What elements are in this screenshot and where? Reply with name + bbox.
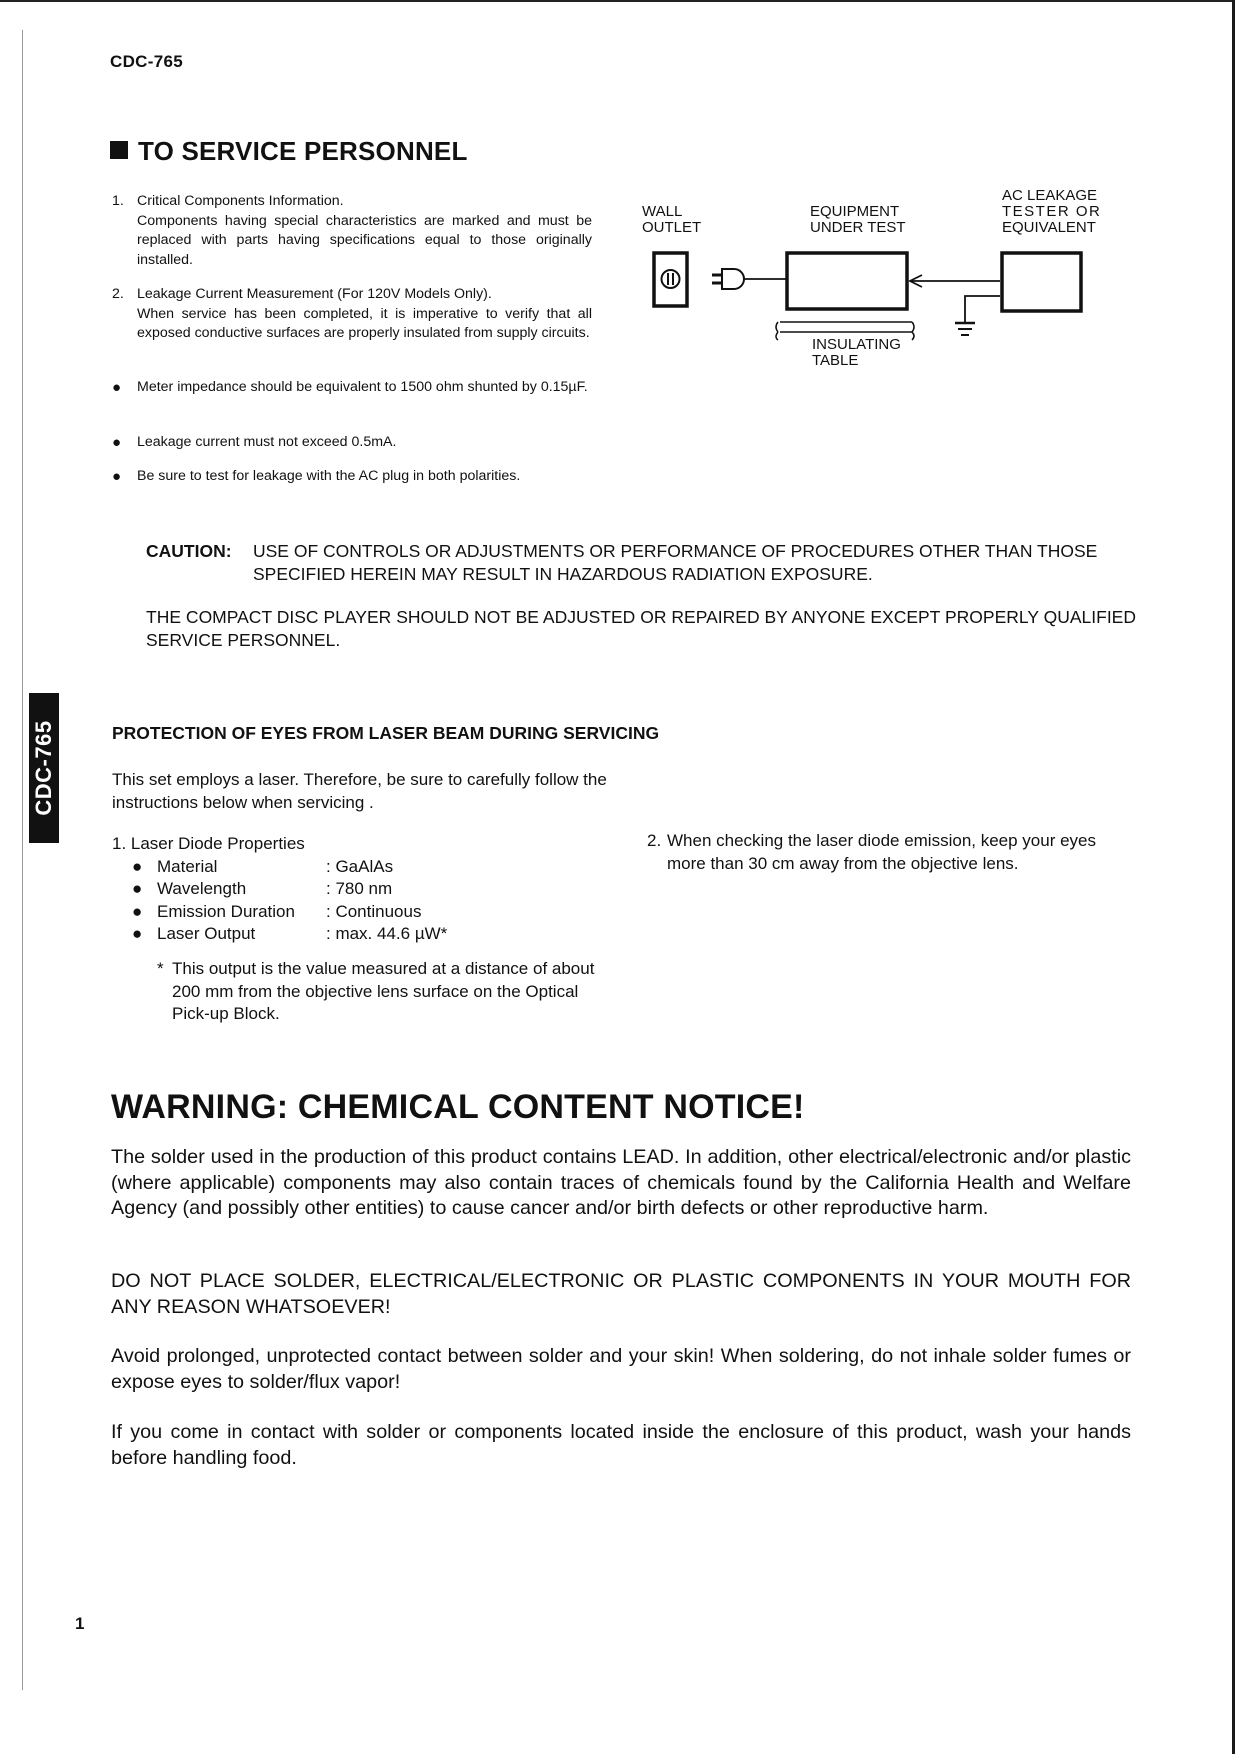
service-section-title [110, 136, 468, 167]
plug-icon [712, 269, 786, 289]
model-header: CDC-765 [110, 52, 183, 71]
warning-paragraph: If you come in contact with solder or components located inside the enclosure of this product, wash your hands before handling food. [111, 1421, 1131, 1469]
item-text: Components having special characteristics are marked and must be replaced with parts having specifications equal to those originally installed. [137, 212, 592, 268]
bullet-icon: ● [112, 379, 122, 396]
laser-intro: This set employs a laser. Therefore, be sure to carefully follow the instructions below when servicing . [112, 770, 607, 812]
leakage-test-diagram [630, 190, 1130, 380]
bullet-icon: ● [112, 434, 122, 451]
footnote-mark: * [157, 959, 164, 978]
wall-outlet-icon [654, 253, 687, 306]
property-value: : max. 44.6 µW* [326, 924, 448, 943]
svg-text:AC LEAKAGE: AC LEAKAGE [1002, 190, 1098, 204]
equipment-label [810, 203, 906, 236]
laser-section-title: PROTECTION OF EYES FROM LASER BEAM DURING SERVICING [112, 723, 660, 743]
property-value: : GaAlAs [326, 856, 394, 876]
property-row [112, 901, 422, 924]
item-number: 1. [112, 193, 124, 209]
warning-paragraph: DO NOT PLACE SOLDER, ELECTRICAL/ELECTRONIC OR PLASTIC COMPONENTS IN YOUR MOUTH FOR ANY REASON WHATSOEVER! [111, 1270, 1131, 1318]
property-key: Laser Output [157, 924, 256, 943]
item-heading: Leakage Current Measurement (For 120V Models Only). [137, 286, 492, 302]
service-item-1 [112, 192, 592, 270]
square-bullet-icon [110, 141, 128, 159]
item-text: When checking the laser diode emission, keep your eyes more than 30 cm away from the objective lens. [667, 831, 1097, 873]
bullet-icon: ● [132, 879, 143, 898]
warning-paragraph: The solder used in the production of this product contains LEAD. In addition, other electrical/electronic and/or plastic (where applicable) components may also contain traces of chemicals found by the California Health and Welfare Agency (and possibly other entities) to cause cancer and/or birth defects or other reproductive harm. [111, 1146, 1131, 1219]
bullet-icon: ● [132, 856, 143, 876]
side-tab-label: CDC-765 [31, 720, 56, 816]
page-border-right [1232, 0, 1235, 1754]
probe-arrow-icon [910, 275, 1000, 287]
page-border-top [0, 0, 1233, 2]
compact-disc-notice: THE COMPACT DISC PLAYER SHOULD NOT BE ADJUSTED OR REPAIRED BY ANYONE EXCEPT PROPERLY QUALIFIED SERVICE PERSONNEL. [146, 607, 1136, 650]
properties-heading: 1. Laser Diode Properties [112, 834, 305, 853]
svg-text:EQUIVALENT: EQUIVALENT [1002, 219, 1096, 236]
item-text: When service has been completed, it is imperative to verify that all exposed conductive surfaces are properly insulated from supply circuits. [137, 305, 592, 341]
wall-outlet-label [642, 203, 701, 236]
bullet-icon: ● [132, 901, 143, 921]
property-key: Wavelength [157, 879, 247, 898]
ground-icon [955, 296, 1000, 335]
warning-title: WARNING: CHEMICAL CONTENT NOTICE! [111, 1088, 805, 1126]
bullet-icon: ● [112, 468, 122, 485]
svg-text:INSULATING: INSULATING [812, 336, 901, 353]
bullet-text: Be sure to test for leakage with the AC plug in both polarities. [137, 468, 521, 484]
laser-item-2 [647, 830, 1127, 875]
property-key: Material [157, 856, 218, 876]
equipment-box [787, 253, 907, 309]
svg-text:EQUIPMENT: EQUIPMENT [810, 203, 900, 220]
page-number: 1 [75, 1614, 85, 1633]
service-title-text: TO SERVICE PERSONNEL [138, 136, 468, 166]
property-row [112, 856, 394, 879]
caution-text: USE OF CONTROLS OR ADJUSTMENTS OR PERFORMANCE OF PROCEDURES OTHER THAN THOSE SPECIFIED HEREIN MAY RESULT IN HAZARDOUS RADIATION EXPOSURE. [253, 541, 1098, 584]
property-key: Emission Duration [157, 901, 295, 921]
svg-text:UNDER TEST: UNDER TEST [810, 219, 906, 236]
side-tab-model [29, 693, 59, 843]
svg-text:TABLE: TABLE [812, 352, 859, 369]
caution-notice [146, 540, 1136, 586]
service-bullet-3 [112, 467, 592, 487]
service-item-2 [112, 285, 592, 344]
tester-box [1002, 253, 1081, 311]
service-bullet-1 [112, 378, 592, 398]
table-label [812, 336, 901, 369]
item-number: 2. [647, 831, 662, 850]
laser-diode-properties [112, 833, 448, 946]
footnote-text: This output is the value measured at a distance of about 200 mm from the objective lens surface on the Optical Pick-up Block. [172, 959, 595, 1023]
bullet-text: Meter impedance should be equivalent to 1500 ohm shunted by 0.15µF. [137, 379, 588, 395]
bullet-icon: ● [132, 924, 143, 943]
warning-paragraph: Avoid prolonged, unprotected contact between solder and your skin! When soldering, do not inhale solder fumes or expose eyes to solder/flux vapor! [111, 1345, 1131, 1393]
property-value: : 780 nm [326, 879, 393, 898]
property-value: : Continuous [326, 901, 422, 921]
service-bullet-2 [112, 433, 592, 453]
item-heading: Critical Components Information. [137, 193, 344, 209]
bullet-text: Leakage current must not exceed 0.5mA. [137, 434, 397, 450]
svg-text:WALL: WALL [642, 203, 683, 220]
tester-label [1002, 190, 1101, 236]
caution-label: CAUTION: [146, 541, 232, 561]
page-border-left [22, 30, 23, 1690]
property-row [112, 923, 448, 946]
laser-output-footnote [157, 958, 597, 1026]
item-number: 2. [112, 286, 124, 302]
svg-text:TESTER OR: TESTER OR [1002, 203, 1102, 220]
property-row [112, 878, 393, 901]
svg-text:OUTLET: OUTLET [642, 219, 702, 236]
